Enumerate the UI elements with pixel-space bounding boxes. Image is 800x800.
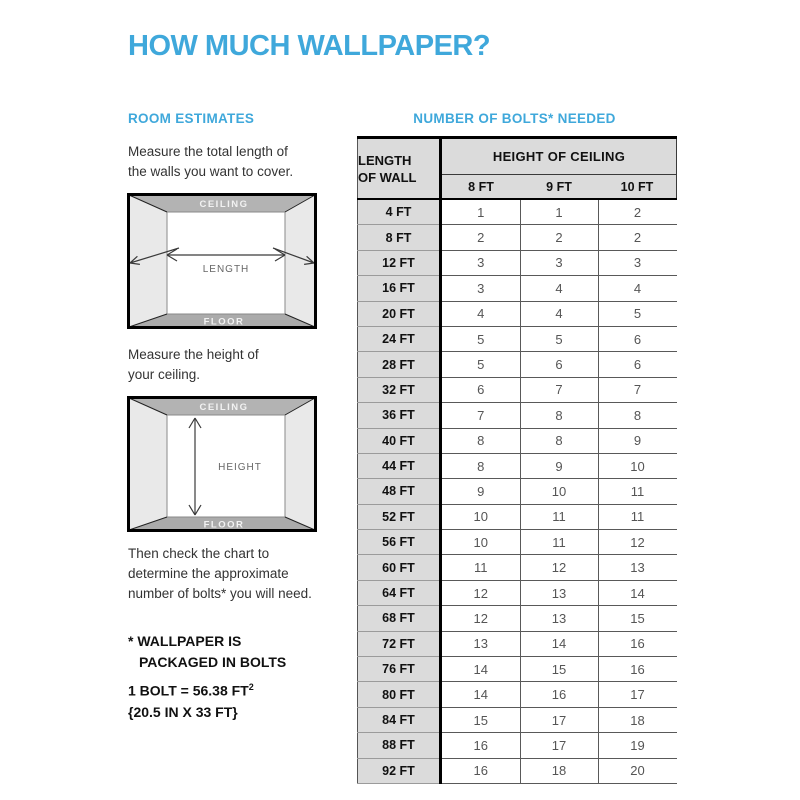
- bolt-count-cell: 1: [441, 199, 521, 225]
- page-title: HOW MUCH WALLPAPER?: [128, 30, 491, 62]
- wall-length-cell: 16 FT: [358, 276, 441, 301]
- text-line: your ceiling.: [128, 367, 201, 382]
- text-line: the walls you want to cover.: [128, 164, 294, 179]
- bolt-count-cell: 6: [598, 352, 677, 377]
- table-row: [358, 250, 677, 275]
- bolt-count-cell: 14: [441, 657, 521, 682]
- bolt-count-cell: 14: [441, 682, 521, 707]
- text-line: Then check the chart to: [128, 546, 270, 561]
- bolt-count-cell: 12: [441, 580, 521, 605]
- bolts-table: [357, 136, 677, 784]
- bolt-count-cell: 16: [598, 631, 677, 656]
- bolt-count-cell: 18: [520, 758, 598, 783]
- text-line: Measure the total length of: [128, 144, 288, 159]
- bolt-count-cell: 10: [441, 504, 521, 529]
- bolt-count-cell: 11: [598, 479, 677, 504]
- wall-length-cell: 84 FT: [358, 707, 441, 732]
- table-row: [358, 453, 677, 478]
- bolt-count-cell: 9: [441, 479, 521, 504]
- wall-length-cell: 8 FT: [358, 225, 441, 250]
- bolt-count-cell: 9: [520, 453, 598, 478]
- table-row: [358, 225, 677, 250]
- column-header-8ft: 8 FT: [441, 175, 521, 200]
- bolt-count-cell: 14: [598, 580, 677, 605]
- bolts-footnote: [128, 631, 286, 673]
- length-label: LENGTH: [202, 264, 250, 275]
- bolt-count-cell: 13: [598, 555, 677, 580]
- bolt-count-cell: 16: [520, 682, 598, 707]
- wall-length-cell: 28 FT: [358, 352, 441, 377]
- wall-length-cell: 68 FT: [358, 606, 441, 631]
- table-row: [358, 504, 677, 529]
- wall-length-cell: 24 FT: [358, 326, 441, 351]
- bolt-count-cell: 12: [441, 606, 521, 631]
- table-row: [358, 199, 677, 225]
- bolt-count-cell: 8: [441, 428, 521, 453]
- table-row: [358, 657, 677, 682]
- table-row: [358, 758, 677, 783]
- text-line: determine the approximate: [128, 566, 289, 581]
- bolt-count-cell: 2: [441, 225, 521, 250]
- bolt-count-cell: 6: [520, 352, 598, 377]
- table-row: [358, 352, 677, 377]
- bolt-count-cell: 8: [520, 403, 598, 428]
- wall-length-cell: 80 FT: [358, 682, 441, 707]
- bolt-count-cell: 11: [520, 504, 598, 529]
- bolt-count-cell: 7: [441, 403, 521, 428]
- bolt-count-cell: 2: [598, 225, 677, 250]
- bolt-count-cell: 8: [598, 403, 677, 428]
- back-wall: [167, 212, 285, 314]
- superscript-2: 2: [248, 682, 254, 692]
- table-row: [358, 682, 677, 707]
- bolt-count-cell: 15: [520, 657, 598, 682]
- floor-label: FLOOR: [203, 316, 245, 328]
- table-row: [358, 301, 677, 326]
- bolt-count-cell: 5: [441, 326, 521, 351]
- column-header-9ft: 9 FT: [520, 175, 598, 200]
- bolt-count-cell: 8: [441, 453, 521, 478]
- bolt-count-cell: 9: [598, 428, 677, 453]
- bolt-count-cell: 2: [520, 225, 598, 250]
- table-row: [358, 555, 677, 580]
- table-row: [358, 326, 677, 351]
- bolt-count-cell: 7: [598, 377, 677, 402]
- bolt-count-cell: 18: [598, 707, 677, 732]
- height-of-ceiling-header: HEIGHT OF CEILING: [441, 138, 677, 175]
- bolt-count-cell: 13: [441, 631, 521, 656]
- footnote-line: PACKAGED IN BOLTS: [139, 654, 287, 670]
- bolt-count-cell: 10: [520, 479, 598, 504]
- wall-length-cell: 60 FT: [358, 555, 441, 580]
- bolt-count-cell: 10: [441, 530, 521, 555]
- wall-length-cell: 20 FT: [358, 301, 441, 326]
- wall-length-cell: 64 FT: [358, 580, 441, 605]
- bolt-count-cell: 8: [520, 428, 598, 453]
- bolts-table-header: [358, 138, 677, 200]
- wall-length-cell: 12 FT: [358, 250, 441, 275]
- table-row: [358, 631, 677, 656]
- wall-length-cell: 4 FT: [358, 199, 441, 225]
- bolt-count-cell: 17: [520, 733, 598, 758]
- bolt-count-cell: 11: [598, 504, 677, 529]
- bolt-count-cell: 1: [520, 199, 598, 225]
- bolt-count-cell: 6: [441, 377, 521, 402]
- bolt-count-cell: 13: [520, 606, 598, 631]
- wall-length-cell: 72 FT: [358, 631, 441, 656]
- floor-label: FLOOR: [203, 519, 245, 531]
- bolt-count-cell: 13: [520, 580, 598, 605]
- bolt-count-cell: 5: [520, 326, 598, 351]
- bolt-count-cell: 3: [598, 250, 677, 275]
- table-row: [358, 479, 677, 504]
- wall-length-cell: 52 FT: [358, 504, 441, 529]
- bolt-count-cell: 16: [441, 733, 521, 758]
- bolt-count-cell: 7: [520, 377, 598, 402]
- room-length-diagram: [127, 193, 317, 329]
- bolt-count-cell: 17: [520, 707, 598, 732]
- bolts-table-body: [358, 199, 677, 783]
- table-row: [358, 403, 677, 428]
- bolt-count-cell: 4: [598, 276, 677, 301]
- check-chart-text: [128, 544, 312, 604]
- text-line: Measure the height of: [128, 347, 259, 362]
- bolt-count-cell: 4: [520, 276, 598, 301]
- bolt-count-cell: 15: [598, 606, 677, 631]
- table-row: [358, 276, 677, 301]
- table-row: [358, 580, 677, 605]
- bolt-count-cell: 2: [598, 199, 677, 225]
- wall-length-cell: 56 FT: [358, 530, 441, 555]
- bolt-count-cell: 15: [441, 707, 521, 732]
- bolt-count-cell: 3: [441, 250, 521, 275]
- ceiling-height-diagram: [127, 396, 317, 532]
- bolt-count-cell: 3: [520, 250, 598, 275]
- wall-length-cell: 48 FT: [358, 479, 441, 504]
- table-row: [358, 428, 677, 453]
- bolt-count-cell: 4: [441, 301, 521, 326]
- measure-length-text: [128, 142, 293, 182]
- bolt-count-cell: 12: [520, 555, 598, 580]
- bolt-dimensions-line: {20.5 IN X 33 FT}: [128, 703, 238, 720]
- wall-length-cell: 40 FT: [358, 428, 441, 453]
- table-row: [358, 733, 677, 758]
- text-line: number of bolts* you will need.: [128, 586, 312, 601]
- ceiling-label: CEILING: [199, 199, 249, 210]
- bolt-count-cell: 3: [441, 276, 521, 301]
- measure-height-text: [128, 345, 259, 385]
- bolt-count-cell: 6: [598, 326, 677, 351]
- bolt-count-cell: 14: [520, 631, 598, 656]
- bolt-count-cell: 11: [520, 530, 598, 555]
- wall-length-cell: 44 FT: [358, 453, 441, 478]
- wall-length-cell: 32 FT: [358, 377, 441, 402]
- height-label: HEIGHT: [218, 462, 262, 473]
- bolt-count-cell: 5: [598, 301, 677, 326]
- bolt-count-cell: 12: [598, 530, 677, 555]
- length-of-wall-header: LENGTH OF WALL: [358, 138, 441, 200]
- bolt-count-cell: 16: [441, 758, 521, 783]
- wall-length-cell: 88 FT: [358, 733, 441, 758]
- room-estimates-heading: ROOM ESTIMATES: [128, 111, 255, 126]
- table-row: [358, 530, 677, 555]
- wall-length-cell: 92 FT: [358, 758, 441, 783]
- bolt-count-cell: 11: [441, 555, 521, 580]
- bolts-needed-heading: NUMBER OF BOLTS* NEEDED: [413, 111, 616, 126]
- bolt-count-cell: 4: [520, 301, 598, 326]
- bolt-count-cell: 10: [598, 453, 677, 478]
- bolt-count-cell: 19: [598, 733, 677, 758]
- ceiling-label: CEILING: [199, 402, 249, 413]
- left-wall: [129, 398, 167, 530]
- bolt-count-cell: 5: [441, 352, 521, 377]
- wall-length-cell: 36 FT: [358, 403, 441, 428]
- bolt-spec: [128, 677, 254, 723]
- right-wall: [285, 398, 315, 530]
- table-row: [358, 377, 677, 402]
- table-row: [358, 606, 677, 631]
- table-row: [358, 707, 677, 732]
- bolt-count-cell: 16: [598, 657, 677, 682]
- footnote-line: * WALLPAPER IS: [128, 633, 242, 649]
- right-wall: [285, 195, 315, 327]
- bolt-count-cell: 20: [598, 758, 677, 783]
- wall-length-cell: 76 FT: [358, 657, 441, 682]
- column-header-10ft: 10 FT: [598, 175, 677, 200]
- bolt-size-line: 1 BOLT = 56.38 $FT^2$: [128, 682, 254, 699]
- bolt-count-cell: 17: [598, 682, 677, 707]
